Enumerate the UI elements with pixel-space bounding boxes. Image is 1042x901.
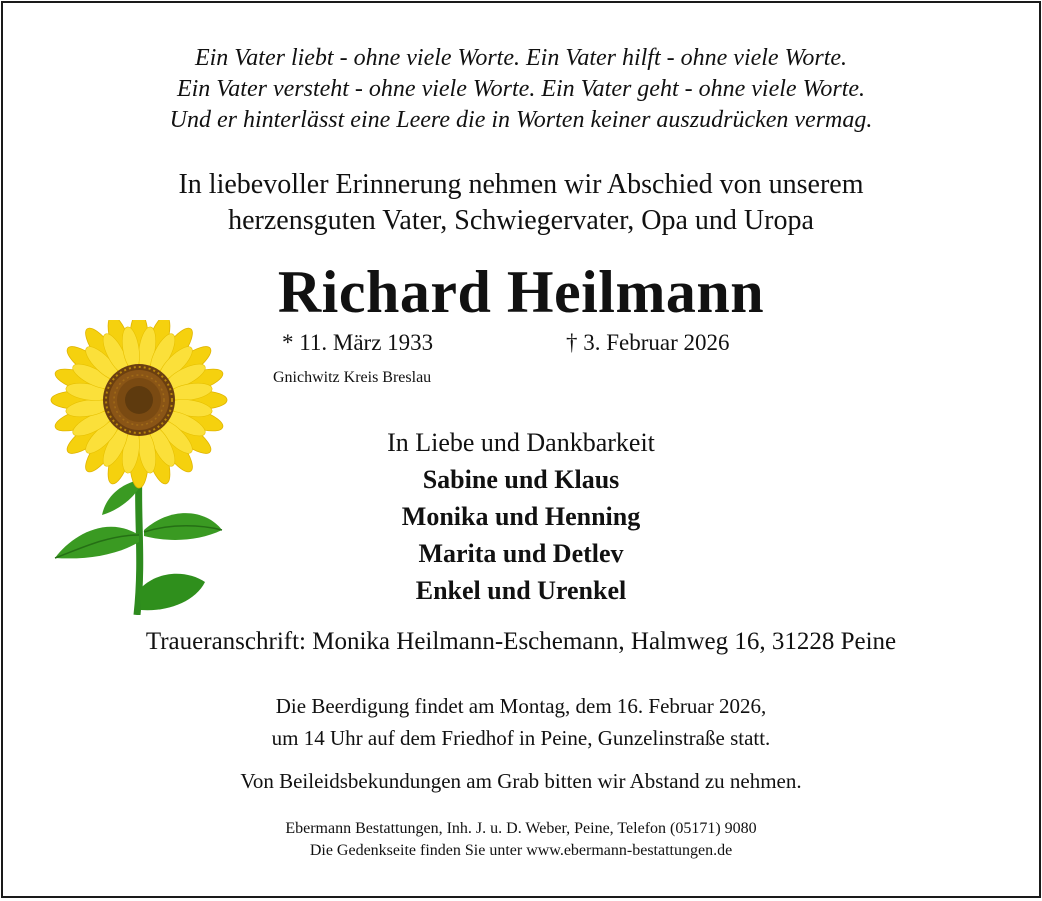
poem-line: Und er hinterlässt eine Leere die in Worten keiner auszudrücken vermag. — [169, 107, 873, 133]
mourners — [3, 424, 1039, 609]
mourner-name: Marita und Detlev — [418, 539, 624, 568]
poem-line: Ein Vater liebt - ohne viele Worte. Ein Vater hilft - ohne viele Worte. — [194, 45, 848, 71]
footer — [3, 818, 1039, 862]
intro-line: herzensguten Vater, Schwiegervater, Opa und Uropa — [228, 205, 814, 236]
obituary-notice — [1, 1, 1041, 898]
memorial-page-link: Die Gedenkseite finden Sie unter www.ebermann-bestattungen.de — [309, 842, 733, 859]
mourner-name: Monika und Henning — [401, 502, 641, 531]
funeral-home: Ebermann Bestattungen, Inh. J. u. D. Weber, Peine, Telefon (05171) 9080 — [285, 820, 757, 837]
death-date: † 3. Februar 2026 — [566, 330, 730, 355]
funeral-line: Die Beerdigung findet am Montag, dem 16. Februar 2026, — [275, 694, 767, 718]
condolence-request: Von Beileidsbekundungen am Grab bitten wir Abstand zu nehmen. — [240, 769, 802, 793]
deceased-name: Richard Heilmann — [277, 259, 765, 325]
poem — [3, 43, 1039, 136]
birth-date: * 11. März 1933 — [282, 330, 434, 355]
intro-text — [3, 167, 1039, 239]
funeral-line: um 14 Uhr auf dem Friedhof in Peine, Gunzelinstraße statt. — [271, 726, 771, 750]
poem-line: Ein Vater versteht - ohne viele Worte. Ein Vater geht - ohne viele Worte. — [176, 76, 866, 102]
intro-line: In liebevoller Erinnerung nehmen wir Abschied von unserem — [178, 169, 864, 200]
mourning-address: Traueranschrift: Monika Heilmann-Eschemann, Halmweg 16, 31228 Peine — [145, 628, 897, 655]
mourner-name: Enkel und Urenkel — [415, 576, 627, 605]
funeral-info — [3, 690, 1039, 754]
birthplace: Gnichwitz Kreis Breslau — [273, 369, 432, 386]
mourner-name: Sabine und Klaus — [422, 465, 620, 494]
mourners-heading: In Liebe und Dankbarkeit — [387, 428, 655, 457]
